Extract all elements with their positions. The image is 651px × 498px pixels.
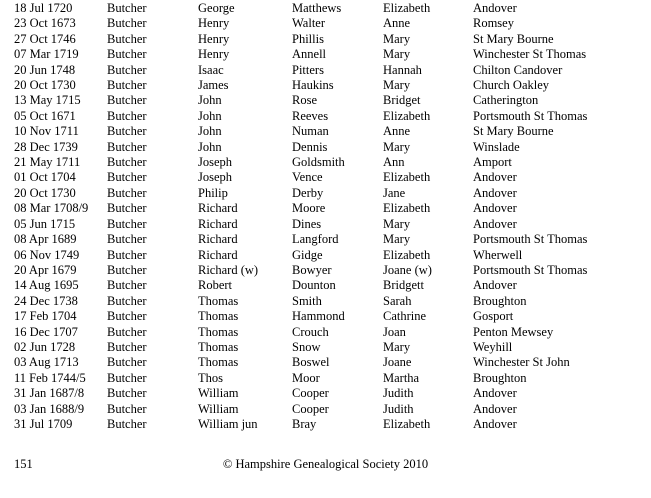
cell-forename: Richard xyxy=(198,247,238,262)
cell-spouse-surname: Reeves xyxy=(292,108,329,123)
cell-place: Broughton xyxy=(473,293,527,308)
cell-spouse-surname: Goldsmith xyxy=(292,155,345,170)
table-row xyxy=(14,386,651,401)
cell-place: Weyhill xyxy=(473,339,513,354)
table-row xyxy=(14,309,651,324)
table-row xyxy=(14,417,651,432)
cell-place: St Mary Bourne xyxy=(473,31,554,46)
cell-surname: Butcher xyxy=(107,355,147,370)
cell-spouse-forename: Elizabeth xyxy=(383,416,431,431)
cell-surname: Butcher xyxy=(107,31,147,46)
table-row xyxy=(14,1,651,16)
cell-forename: Joseph xyxy=(198,170,233,185)
cell-place: Winslade xyxy=(473,139,520,154)
cell-place: Catherington xyxy=(473,93,539,108)
table-row xyxy=(14,93,651,108)
cell-spouse-forename: Joane xyxy=(383,355,412,370)
cell-spouse-surname: Gidge xyxy=(292,247,323,262)
cell-surname: Butcher xyxy=(107,170,147,185)
cell-surname: Butcher xyxy=(107,216,147,231)
table-row xyxy=(14,201,651,216)
cell-spouse-forename: Mary xyxy=(383,232,411,247)
cell-spouse-surname: Dines xyxy=(292,216,322,231)
cell-surname: Butcher xyxy=(107,16,147,31)
table-row xyxy=(14,294,651,309)
cell-date: 01 Oct 1704 xyxy=(14,170,76,185)
cell-surname: Butcher xyxy=(107,309,147,324)
cell-surname: Butcher xyxy=(107,416,147,431)
cell-place: Andover xyxy=(473,201,517,216)
cell-spouse-surname: Bowyer xyxy=(292,262,332,277)
cell-spouse-surname: Walter xyxy=(292,16,326,31)
cell-spouse-surname: Dennis xyxy=(292,139,328,154)
cell-place: Andover xyxy=(473,170,517,185)
cell-forename: John xyxy=(198,124,222,139)
cell-date: 06 Nov 1749 xyxy=(14,247,80,262)
cell-spouse-surname: Bray xyxy=(292,416,317,431)
cell-place: Andover xyxy=(473,216,517,231)
cell-place: Andover xyxy=(473,278,517,293)
cell-date: 21 May 1711 xyxy=(14,155,81,170)
cell-spouse-forename: Jane xyxy=(383,185,406,200)
cell-forename: Thomas xyxy=(198,355,239,370)
cell-surname: Butcher xyxy=(107,201,147,216)
table-row xyxy=(14,232,651,247)
cell-spouse-forename: Mary xyxy=(383,78,411,93)
cell-spouse-surname: Rose xyxy=(292,93,317,108)
cell-place: Romsey xyxy=(473,16,514,31)
table-row xyxy=(14,47,651,62)
cell-surname: Butcher xyxy=(107,324,147,339)
cell-date: 16 Dec 1707 xyxy=(14,324,78,339)
cell-date: 02 Jun 1728 xyxy=(14,339,76,354)
cell-place: Chilton Candover xyxy=(473,62,563,77)
cell-surname: Butcher xyxy=(107,108,147,123)
cell-spouse-surname: Cooper xyxy=(292,401,329,416)
cell-spouse-surname: Moor xyxy=(292,370,320,385)
cell-date: 20 Oct 1730 xyxy=(14,78,76,93)
cell-place: Portsmouth St Thomas xyxy=(473,232,588,247)
cell-date: 31 Jan 1687/8 xyxy=(14,386,85,401)
cell-surname: Butcher xyxy=(107,1,147,15)
cell-date: 03 Jan 1688/9 xyxy=(14,401,85,416)
cell-spouse-forename: Mary xyxy=(383,139,411,154)
cell-spouse-forename: Mary xyxy=(383,31,411,46)
cell-spouse-forename: Cathrine xyxy=(383,309,427,324)
cell-place: Andover xyxy=(473,1,517,15)
cell-date: 20 Apr 1679 xyxy=(14,262,77,277)
cell-forename: Thomas xyxy=(198,339,239,354)
cell-place: Andover xyxy=(473,416,517,431)
cell-surname: Butcher xyxy=(107,185,147,200)
cell-surname: Butcher xyxy=(107,93,147,108)
table-row xyxy=(14,371,651,386)
cell-forename: John xyxy=(198,108,222,123)
cell-spouse-forename: Elizabeth xyxy=(383,247,431,262)
cell-forename: Robert xyxy=(198,278,233,293)
cell-forename: Thomas xyxy=(198,293,239,308)
cell-forename: Thomas xyxy=(198,309,239,324)
cell-spouse-surname: Langford xyxy=(292,232,339,247)
cell-spouse-forename: Anne xyxy=(383,16,411,31)
table-row xyxy=(14,124,651,139)
cell-spouse-forename: Hannah xyxy=(383,62,422,77)
cell-date: 10 Nov 1711 xyxy=(14,124,79,139)
copyright-notice: © Hampshire Genealogical Society 2010 xyxy=(222,457,429,471)
cell-spouse-surname: Dounton xyxy=(292,278,336,293)
cell-place: Andover xyxy=(473,401,517,416)
cell-spouse-surname: Annell xyxy=(292,47,327,62)
cell-spouse-surname: Phillis xyxy=(292,31,324,46)
cell-place: Broughton xyxy=(473,370,527,385)
cell-spouse-forename: Elizabeth xyxy=(383,1,431,15)
marriage-records-table xyxy=(14,1,651,432)
cell-surname: Butcher xyxy=(107,278,147,293)
cell-surname: Butcher xyxy=(107,139,147,154)
table-row xyxy=(14,78,651,93)
cell-spouse-surname: Boswel xyxy=(292,355,330,370)
cell-spouse-forename: Joane (w) xyxy=(383,262,432,277)
cell-place: Andover xyxy=(473,386,517,401)
cell-spouse-forename: Elizabeth xyxy=(383,108,431,123)
cell-surname: Butcher xyxy=(107,339,147,354)
cell-date: 08 Apr 1689 xyxy=(14,232,77,247)
cell-spouse-surname: Derby xyxy=(292,185,324,200)
table-row xyxy=(14,340,651,355)
table-row xyxy=(14,32,651,47)
table-row xyxy=(14,278,651,293)
cell-forename: George xyxy=(198,1,235,15)
cell-spouse-surname: Matthews xyxy=(292,1,342,15)
cell-forename: Richard xyxy=(198,232,238,247)
cell-forename: Henry xyxy=(198,16,230,31)
cell-spouse-forename: Joan xyxy=(383,324,406,339)
table-row xyxy=(14,217,651,232)
cell-place: Church Oakley xyxy=(473,78,550,93)
cell-date: 11 Feb 1744/5 xyxy=(14,370,86,385)
table-row xyxy=(14,402,651,417)
table-row xyxy=(14,355,651,370)
cell-forename: Isaac xyxy=(198,62,224,77)
cell-date: 31 Jul 1709 xyxy=(14,416,73,431)
cell-spouse-forename: Bridgett xyxy=(383,278,424,293)
cell-spouse-surname: Vence xyxy=(292,170,323,185)
table-row xyxy=(14,325,651,340)
cell-date: 27 Oct 1746 xyxy=(14,31,76,46)
cell-spouse-surname: Snow xyxy=(292,339,321,354)
cell-surname: Butcher xyxy=(107,62,147,77)
cell-spouse-forename: Elizabeth xyxy=(383,170,431,185)
cell-place: Winchester St John xyxy=(473,355,570,370)
cell-surname: Butcher xyxy=(107,370,147,385)
cell-date: 24 Dec 1738 xyxy=(14,293,78,308)
cell-spouse-surname: Numan xyxy=(292,124,329,139)
cell-date: 07 Mar 1719 xyxy=(14,47,79,62)
cell-place: Andover xyxy=(473,185,517,200)
cell-spouse-forename: Mary xyxy=(383,216,411,231)
cell-surname: Butcher xyxy=(107,47,147,62)
cell-forename: Philip xyxy=(198,185,228,200)
page-number: 151 xyxy=(14,457,33,471)
cell-spouse-forename: Judith xyxy=(383,401,414,416)
table-row xyxy=(14,248,651,263)
cell-spouse-forename: Martha xyxy=(383,370,420,385)
cell-surname: Butcher xyxy=(107,386,147,401)
cell-place: Wherwell xyxy=(473,247,523,262)
cell-surname: Butcher xyxy=(107,78,147,93)
cell-date: 05 Jun 1715 xyxy=(14,216,76,231)
cell-forename: Henry xyxy=(198,47,230,62)
cell-spouse-forename: Mary xyxy=(383,47,411,62)
table-row xyxy=(14,170,651,185)
cell-date: 28 Dec 1739 xyxy=(14,139,78,154)
cell-forename: Henry xyxy=(198,31,230,46)
cell-spouse-surname: Pitters xyxy=(292,62,324,77)
cell-surname: Butcher xyxy=(107,247,147,262)
cell-place: St Mary Bourne xyxy=(473,124,554,139)
cell-date: 20 Jun 1748 xyxy=(14,62,76,77)
cell-forename: Richard (w) xyxy=(198,262,259,277)
cell-forename: John xyxy=(198,139,222,154)
cell-date: 05 Oct 1671 xyxy=(14,108,76,123)
cell-spouse-forename: Elizabeth xyxy=(383,201,431,216)
cell-spouse-surname: Haukins xyxy=(292,78,334,93)
table-row xyxy=(14,140,651,155)
cell-date: 23 Oct 1673 xyxy=(14,16,76,31)
cell-surname: Butcher xyxy=(107,262,147,277)
cell-forename: James xyxy=(198,78,229,93)
cell-place: Penton Mewsey xyxy=(473,324,554,339)
cell-forename: Thomas xyxy=(198,324,239,339)
cell-surname: Butcher xyxy=(107,155,147,170)
cell-place: Amport xyxy=(473,155,512,170)
cell-spouse-surname: Smith xyxy=(292,293,322,308)
table-row xyxy=(14,109,651,124)
table-row xyxy=(14,263,651,278)
cell-spouse-surname: Cooper xyxy=(292,386,329,401)
cell-forename: William xyxy=(198,401,239,416)
cell-date: 18 Jul 1720 xyxy=(14,1,73,15)
cell-forename: Richard xyxy=(198,201,238,216)
cell-date: 20 Oct 1730 xyxy=(14,185,76,200)
cell-date: 17 Feb 1704 xyxy=(14,309,77,324)
cell-spouse-surname: Crouch xyxy=(292,324,329,339)
cell-spouse-forename: Judith xyxy=(383,386,414,401)
cell-spouse-surname: Moore xyxy=(292,201,326,216)
cell-forename: John xyxy=(198,93,222,108)
table-row xyxy=(14,16,651,31)
cell-surname: Butcher xyxy=(107,293,147,308)
cell-spouse-forename: Ann xyxy=(383,155,405,170)
cell-forename: William xyxy=(198,386,239,401)
cell-date: 13 May 1715 xyxy=(14,93,81,108)
cell-forename: Richard xyxy=(198,216,238,231)
cell-forename: William jun xyxy=(198,416,258,431)
cell-place: Winchester St Thomas xyxy=(473,47,587,62)
cell-surname: Butcher xyxy=(107,232,147,247)
cell-spouse-forename: Mary xyxy=(383,339,411,354)
table-row xyxy=(14,63,651,78)
cell-spouse-forename: Sarah xyxy=(383,293,412,308)
cell-date: 03 Aug 1713 xyxy=(14,355,79,370)
cell-forename: Thos xyxy=(198,370,223,385)
cell-date: 14 Aug 1695 xyxy=(14,278,79,293)
cell-spouse-surname: Hammond xyxy=(292,309,345,324)
cell-spouse-forename: Anne xyxy=(383,124,411,139)
table-row xyxy=(14,155,651,170)
cell-surname: Butcher xyxy=(107,401,147,416)
cell-date: 08 Mar 1708/9 xyxy=(14,201,89,216)
cell-place: Gosport xyxy=(473,309,514,324)
cell-place: Portsmouth St Thomas xyxy=(473,262,588,277)
cell-forename: Joseph xyxy=(198,155,233,170)
cell-place: Portsmouth St Thomas xyxy=(473,108,588,123)
cell-surname: Butcher xyxy=(107,124,147,139)
table-row xyxy=(14,186,651,201)
cell-spouse-forename: Bridget xyxy=(383,93,421,108)
